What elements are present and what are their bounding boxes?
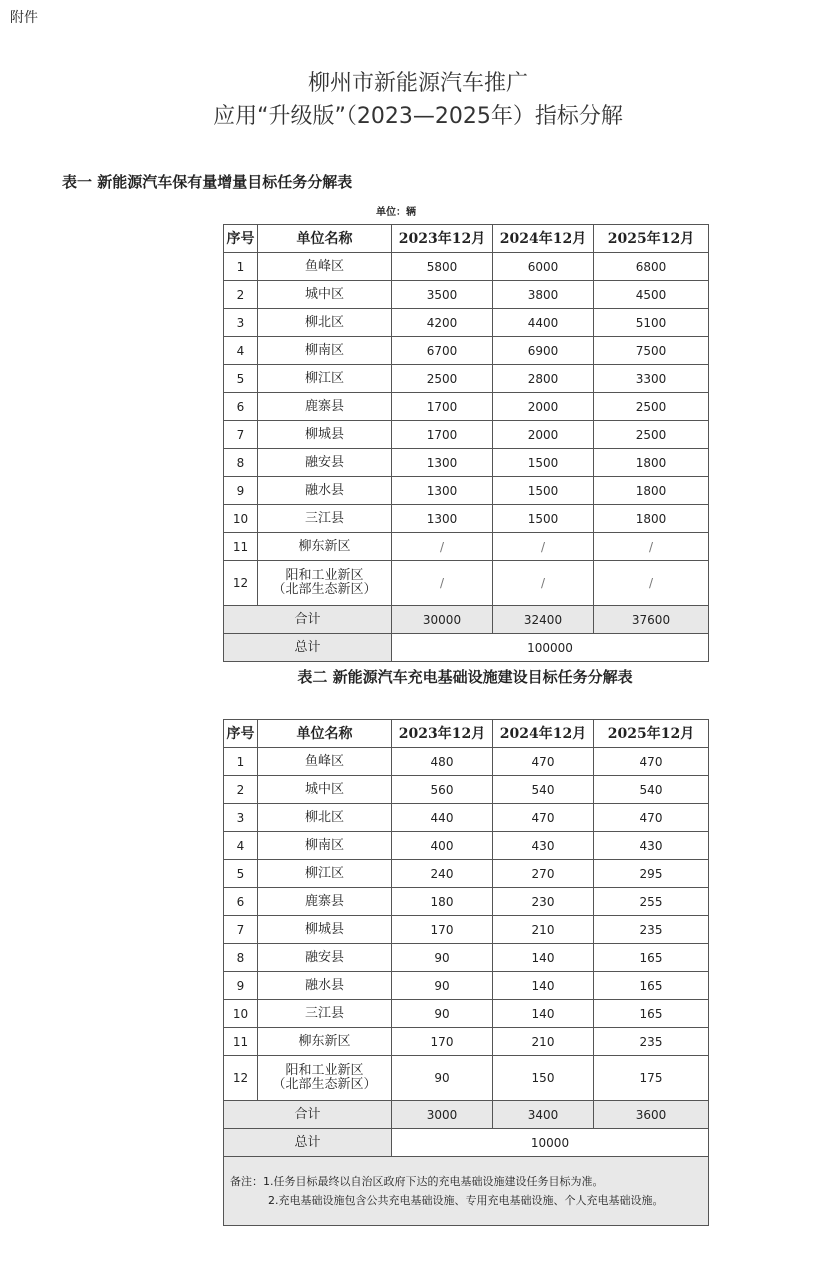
value-cell: 1700: [392, 393, 493, 421]
value-cell: 470: [493, 748, 594, 776]
value-cell: 165: [594, 1000, 709, 1028]
row-number: 3: [224, 309, 258, 337]
value-cell: 440: [392, 804, 493, 832]
table-row: [224, 393, 709, 421]
subtotal-row: [224, 1101, 709, 1129]
header-cell: 2025年12月: [594, 720, 709, 748]
value-cell: 165: [594, 944, 709, 972]
unit-name: 柳江区: [258, 860, 392, 888]
value-cell: 90: [392, 1056, 493, 1101]
table-row: [224, 1056, 709, 1101]
table-row: [224, 421, 709, 449]
value-cell: 3500: [392, 281, 493, 309]
value-cell: 1500: [493, 477, 594, 505]
row-number: 6: [224, 888, 258, 916]
unit-name: 柳城县: [258, 421, 392, 449]
value-cell: 560: [392, 776, 493, 804]
attachment-label: 附件: [10, 10, 38, 26]
table-row: [224, 365, 709, 393]
row-number: 8: [224, 944, 258, 972]
value-cell: /: [594, 533, 709, 561]
value-cell: 32400: [493, 606, 594, 634]
unit-name: 鹿寨县: [258, 888, 392, 916]
table1-caption: 表一 新能源汽车保有量增量目标任务分解表: [62, 173, 353, 191]
row-number: 10: [224, 505, 258, 533]
unit-name-line2: （北部生态新区）: [272, 582, 377, 597]
value-cell: /: [392, 533, 493, 561]
table-row: [224, 561, 709, 606]
value-cell: /: [594, 561, 709, 606]
total-row: [224, 634, 709, 662]
unit-name: 柳江区: [258, 365, 392, 393]
row-number: 10: [224, 1000, 258, 1028]
unit-name: 柳北区: [258, 804, 392, 832]
table-row: [224, 1028, 709, 1056]
value-cell: 5100: [594, 309, 709, 337]
unit-name: 鹿寨县: [258, 393, 392, 421]
row-number: 6: [224, 393, 258, 421]
value-cell: 4400: [493, 309, 594, 337]
total-row: [224, 1129, 709, 1157]
value-cell: 470: [594, 804, 709, 832]
row-number: 11: [224, 1028, 258, 1056]
vehicle-target-table: [223, 224, 709, 662]
value-cell: 1500: [493, 505, 594, 533]
value-cell: 30000: [392, 606, 493, 634]
note-1: 备注：1.任务目标最终以自治区政府下达的充电基础设施建设任务目标为准。: [230, 1175, 604, 1188]
value-cell: 1300: [392, 505, 493, 533]
value-cell: 90: [392, 972, 493, 1000]
table-row: [224, 337, 709, 365]
table2-caption: 表二 新能源汽车充电基础设施建设目标任务分解表: [297, 668, 633, 686]
value-cell: 470: [594, 748, 709, 776]
value-cell: 2000: [493, 421, 594, 449]
value-cell: 540: [594, 776, 709, 804]
value-cell: 2800: [493, 365, 594, 393]
value-cell: 1800: [594, 477, 709, 505]
value-cell: 1300: [392, 477, 493, 505]
value-cell: 470: [493, 804, 594, 832]
unit-name: 柳东新区: [258, 1028, 392, 1056]
value-cell: 3600: [594, 1101, 709, 1129]
value-cell: 37600: [594, 606, 709, 634]
value-cell: 210: [493, 916, 594, 944]
value-cell: 430: [493, 832, 594, 860]
table-row: [224, 477, 709, 505]
row-number: 7: [224, 916, 258, 944]
value-cell: 4200: [392, 309, 493, 337]
row-number: 7: [224, 421, 258, 449]
value-cell: 140: [493, 1000, 594, 1028]
row-number: 1: [224, 253, 258, 281]
charging-target-table: [223, 719, 709, 1226]
table-row: [224, 309, 709, 337]
unit-name: [258, 561, 392, 606]
table-row: [224, 944, 709, 972]
value-cell: /: [493, 561, 594, 606]
value-cell: 175: [594, 1056, 709, 1101]
unit-name: 融水县: [258, 972, 392, 1000]
unit-name: 三江县: [258, 1000, 392, 1028]
unit-name: 城中区: [258, 776, 392, 804]
table-header-row: [224, 720, 709, 748]
table-row: [224, 505, 709, 533]
header-cell: 单位名称: [258, 720, 392, 748]
total-label: 总计: [224, 634, 392, 662]
table-row: [224, 281, 709, 309]
value-cell: 2500: [594, 421, 709, 449]
header-cell: 2024年12月: [493, 225, 594, 253]
value-cell: 90: [392, 944, 493, 972]
value-cell: 140: [493, 972, 594, 1000]
notes-row: [224, 1157, 709, 1226]
row-number: 3: [224, 804, 258, 832]
value-cell: /: [493, 533, 594, 561]
row-number: 5: [224, 860, 258, 888]
value-cell: 5800: [392, 253, 493, 281]
value-cell: 3300: [594, 365, 709, 393]
row-number: 2: [224, 281, 258, 309]
table-row: [224, 888, 709, 916]
header-cell: 序号: [224, 225, 258, 253]
header-cell: 2025年12月: [594, 225, 709, 253]
unit-name: [258, 1056, 392, 1101]
unit-name: 鱼峰区: [258, 748, 392, 776]
table-header-row: [224, 225, 709, 253]
table-row: [224, 776, 709, 804]
table-row: [224, 748, 709, 776]
value-cell: 6800: [594, 253, 709, 281]
value-cell: 240: [392, 860, 493, 888]
value-cell: 90: [392, 1000, 493, 1028]
value-cell: 270: [493, 860, 594, 888]
unit-name: 柳北区: [258, 309, 392, 337]
row-number: 9: [224, 477, 258, 505]
total-label: 总计: [224, 1129, 392, 1157]
table-row: [224, 804, 709, 832]
row-number: 1: [224, 748, 258, 776]
document-title-line2: 应用“升级版”（2023—2025年）指标分解: [213, 104, 623, 129]
table-row: [224, 253, 709, 281]
value-cell: 4500: [594, 281, 709, 309]
value-cell: 3000: [392, 1101, 493, 1129]
subtotal-label: 合计: [224, 606, 392, 634]
header-cell: 2024年12月: [493, 720, 594, 748]
unit-name: 柳南区: [258, 337, 392, 365]
value-cell: 430: [594, 832, 709, 860]
value-cell: 1700: [392, 421, 493, 449]
unit-name: 融水县: [258, 477, 392, 505]
row-number: 4: [224, 337, 258, 365]
value-cell: 2500: [392, 365, 493, 393]
value-cell: 295: [594, 860, 709, 888]
header-cell: 序号: [224, 720, 258, 748]
total-value: 100000: [392, 634, 709, 662]
value-cell: 140: [493, 944, 594, 972]
header-cell: 2023年12月: [392, 225, 493, 253]
table-row: [224, 860, 709, 888]
value-cell: 6700: [392, 337, 493, 365]
value-cell: 3400: [493, 1101, 594, 1129]
value-cell: 400: [392, 832, 493, 860]
value-cell: 180: [392, 888, 493, 916]
value-cell: 3800: [493, 281, 594, 309]
value-cell: 2500: [594, 393, 709, 421]
unit-name-line1: 阳和工业新区: [285, 568, 364, 583]
value-cell: 480: [392, 748, 493, 776]
value-cell: 150: [493, 1056, 594, 1101]
unit-name: 融安县: [258, 449, 392, 477]
value-cell: 255: [594, 888, 709, 916]
unit-name: 三江县: [258, 505, 392, 533]
table-row: [224, 832, 709, 860]
table-row: [224, 916, 709, 944]
row-number: 11: [224, 533, 258, 561]
value-cell: 230: [493, 888, 594, 916]
value-cell: 6000: [493, 253, 594, 281]
table-row: [224, 1000, 709, 1028]
value-cell: 235: [594, 1028, 709, 1056]
unit-name-line2: （北部生态新区）: [272, 1077, 377, 1092]
unit-name: 柳南区: [258, 832, 392, 860]
row-number: 5: [224, 365, 258, 393]
table1-unit: 单位：辆: [376, 207, 416, 218]
unit-name: 柳城县: [258, 916, 392, 944]
value-cell: /: [392, 561, 493, 606]
value-cell: 1300: [392, 449, 493, 477]
table-row: [224, 449, 709, 477]
value-cell: 7500: [594, 337, 709, 365]
value-cell: 165: [594, 972, 709, 1000]
header-cell: 2023年12月: [392, 720, 493, 748]
row-number: 9: [224, 972, 258, 1000]
document-title-line1: 柳州市新能源汽车推广: [307, 71, 528, 96]
table-row: [224, 533, 709, 561]
notes-cell: [224, 1157, 709, 1226]
unit-name: 融安县: [258, 944, 392, 972]
value-cell: 2000: [493, 393, 594, 421]
row-number: 12: [224, 1056, 258, 1101]
value-cell: 1800: [594, 505, 709, 533]
row-number: 2: [224, 776, 258, 804]
value-cell: 170: [392, 1028, 493, 1056]
value-cell: 170: [392, 916, 493, 944]
value-cell: 540: [493, 776, 594, 804]
row-number: 12: [224, 561, 258, 606]
header-cell: 单位名称: [258, 225, 392, 253]
row-number: 8: [224, 449, 258, 477]
row-number: 4: [224, 832, 258, 860]
unit-name: 鱼峰区: [258, 253, 392, 281]
table-row: [224, 972, 709, 1000]
note-2: 2.充电基础设施包含公共充电基础设施、专用充电基础设施、个人充电基础设施。: [268, 1194, 664, 1207]
total-value: 10000: [392, 1129, 709, 1157]
value-cell: 210: [493, 1028, 594, 1056]
value-cell: 235: [594, 916, 709, 944]
unit-name: 柳东新区: [258, 533, 392, 561]
subtotal-label: 合计: [224, 1101, 392, 1129]
unit-name-line1: 阳和工业新区: [285, 1063, 364, 1078]
unit-name: 城中区: [258, 281, 392, 309]
value-cell: 1500: [493, 449, 594, 477]
value-cell: 1800: [594, 449, 709, 477]
subtotal-row: [224, 606, 709, 634]
value-cell: 6900: [493, 337, 594, 365]
